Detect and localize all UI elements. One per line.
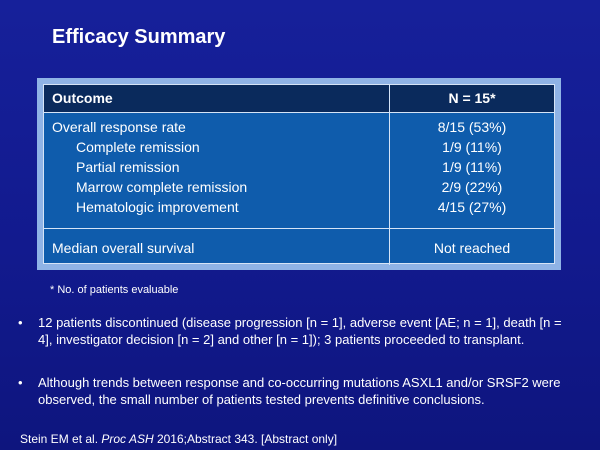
label-median-survival: Median overall survival	[52, 240, 195, 256]
response-values	[390, 117, 554, 217]
header-outcome: Outcome	[52, 90, 113, 106]
bullet-text: Although trends between response and co-occurring mutations ASXL1 and/or SRSF2 were observed, the small number of patients tested prevents definitive conclusions.	[38, 375, 561, 407]
slide-title: Efficacy Summary	[52, 26, 226, 48]
value-complete-remission: 1/9 (11%)	[442, 139, 502, 155]
header-n: N = 15*	[448, 90, 496, 106]
label-hematologic-improvement: Hematologic improvement	[76, 199, 239, 215]
bullet-icon: •	[18, 375, 23, 390]
value-marrow-complete-remission: 2/9 (22%)	[441, 179, 503, 195]
table-row-survival	[44, 229, 554, 265]
efficacy-table	[37, 78, 561, 270]
citation-suffix: 2016;Abstract 343. [Abstract only]	[153, 432, 338, 446]
value-median-survival: Not reached	[433, 240, 511, 256]
table-footnote: * No. of patients evaluable	[50, 284, 179, 296]
label-marrow-complete-remission: Marrow complete remission	[76, 179, 248, 195]
table-body	[43, 84, 555, 264]
value-hematologic-improvement: 4/15 (27%)	[437, 199, 507, 215]
citation	[20, 432, 337, 446]
bullet-icon: •	[18, 315, 23, 330]
bullet-text: 12 patients discontinued (disease progression [n = 1], adverse event [AE; n = 1], death [n = 4], investigator decision [n = 2] and other [n = 1]); 3 patients proceeded to transplant.	[38, 315, 562, 347]
table-row-response	[44, 113, 554, 229]
response-labels	[52, 117, 247, 217]
citation-prefix: Stein EM et al.	[20, 432, 102, 446]
column-divider	[389, 113, 390, 228]
column-divider	[389, 85, 390, 112]
citation-journal: Proc ASH	[101, 432, 154, 446]
column-divider	[389, 229, 390, 265]
table-header-row	[44, 85, 554, 113]
label-overall-response: Overall response rate	[52, 119, 186, 135]
label-partial-remission: Partial remission	[76, 159, 180, 175]
label-complete-remission: Complete remission	[76, 139, 200, 155]
value-overall-response: 8/15 (53%)	[437, 119, 507, 135]
value-partial-remission: 1/9 (11%)	[442, 159, 502, 175]
